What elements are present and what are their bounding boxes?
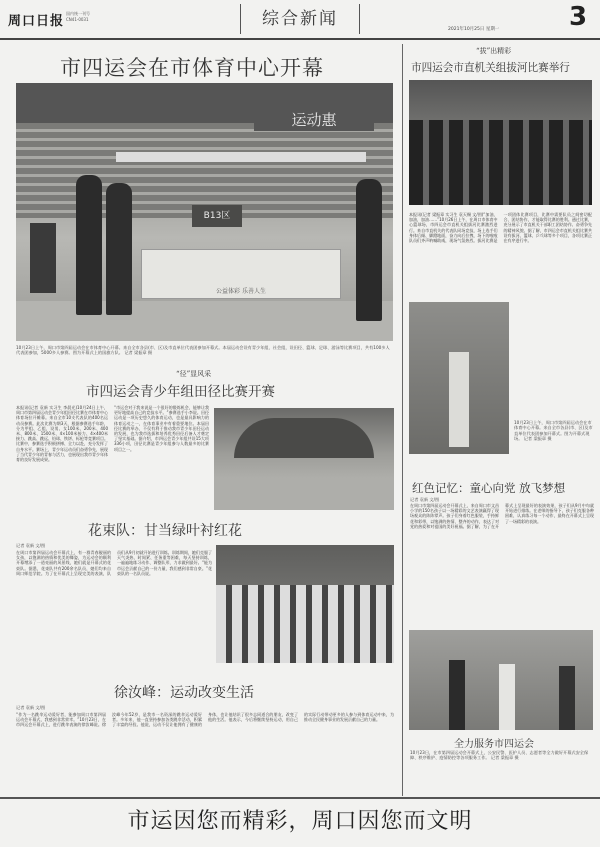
youth-photo bbox=[214, 408, 394, 510]
issue-date: 2021年10月25日 星期一 bbox=[448, 27, 500, 32]
youth-headline: 市四运会青少年组田径比赛开赛 bbox=[86, 384, 275, 400]
track bbox=[16, 301, 393, 341]
lottery-board: 公益体彩 乐善人生 bbox=[141, 249, 341, 299]
performer-figure bbox=[449, 352, 469, 447]
tug-headline: 市四运会市直机关组拔河比赛举行 bbox=[411, 62, 570, 74]
main-caption-credit: 记者 梁振章 摄 bbox=[124, 350, 153, 356]
column-divider bbox=[402, 44, 403, 796]
red-headline: 红色记忆：童心向党 放飞梦想 bbox=[412, 481, 566, 495]
red-body: 在周口市第四届运动会开幕式上，来自周口市文昌小学的150名孩子以一场精彩的文艺表演赢得了现场观众的阵阵掌声。孩子们身着红色服装，手持鲜花和彩带，以饱满的热情、整齐的动作，表达了对党的热爱和对祖国的美好祝福。据了解，为了在开幕式上呈现最好的表演效果，孩子们从9月中旬就开始进行排练。在老师的指导下，孩子们克服各种困难，认真练习每一个动作，最终在开幕式上呈现了一场精彩的表演。 bbox=[410, 503, 594, 529]
main-caption-text: 10月23日上午，周口市第四届运动会在市体育中心开幕。来自全市各县(市、区)及市直单位代表团参加开幕式。本届运动会设有青少年组、社会组，设田径、篮球、足球、游泳等比赛项目，共有100多人代表团参加，5000多人参赛。图为开幕式上的国旗方队。 bbox=[16, 345, 390, 356]
masthead bbox=[0, 0, 600, 40]
stadium-arch bbox=[234, 418, 374, 458]
youth-track bbox=[214, 478, 394, 510]
main-headline: 市四运会在市体育中心开幕 bbox=[60, 56, 324, 80]
officer-figure-2 bbox=[559, 666, 575, 730]
youth-kicker: “径”显风采 bbox=[176, 370, 212, 378]
guard-figure-mid bbox=[106, 183, 132, 315]
flower-body: 在周口市第四届运动会开幕式上，有一群青春靓丽的女孩，以饱满的热情和优美的舞姿，为运动会的顺利开幕增添了一道亮丽的风景线，她们就是开幕式的花束队。据悉，花束队共有200余名队员，她们均来自周口师范学院。为了在开幕式上呈现完美的表演，队员们从9月初就开始进行训练。训练期间，她们克服了天气炎热、时间紧、任务重等困难，每天坚持训练，一遍遍地练习动作、调整队形，力求做到最好。“能为市运会贡献自己的一份力量，我们感到非常自豪。”花束队的一名队员说。 bbox=[16, 550, 212, 576]
tug-side-photo bbox=[409, 302, 509, 454]
medic-figure bbox=[499, 664, 515, 730]
service-photo bbox=[409, 630, 593, 730]
section-title: 综合新闻 bbox=[240, 4, 360, 34]
flower-girls bbox=[216, 585, 394, 663]
youth-body-col1: 本报讯(记者 袁新 实习生 李晨光)10月24日上午，周口市第四届运动会青少年组田径比赛在市体育中心体育场拉开帷幕。来自全市10支代表队的400名运动员参赛。此次比赛为期3天，根据参赛选手年龄，分为甲组、乙组，设男、女100米、200米、400米、800米、1500米、4×100米接力、4×400米接力、跳高、跳远、铅球、铁饼、标枪等竞赛项目。比赛中，参赛选手积极拼搏、全力以赴，充分发挥了自身水平。赛场上，青少年运动员们奋勇争先，展现了当代青少年的青春与活力，也展现出我市青少年体育的良好发展成果。 bbox=[16, 405, 108, 463]
section-sign: B13区 bbox=[192, 205, 242, 227]
tug-caption bbox=[514, 420, 594, 454]
xu-body: “作为一名跳伞运动爱好者，能参加周口市第四届运动会开幕式，我感到非常荣幸。”10月23日，在市四运会开幕式上，进行跳伞表演的徐汝峰说。徐汝峰今年52岁，是我市一名资深的跳伞运动爱好者。多年来，他一直坚持参加各类跳伞活动，积累了丰富的经验。他说，运动不仅让他拥有了健康的身体，也让他结识了很多志同道合的朋友，改变了他的生活。他表示，今后将继续坚持运动，用自己的实际行动带动更多的人参与到体育运动中来，为推动全民健身事业的发展贡献自己的力量。 bbox=[16, 712, 394, 728]
red-byline: 记者 袁新 文/图 bbox=[410, 497, 440, 502]
service-caption-text: 10月23日，在市第四届运动会开幕式上，公安民警、医护人员、志愿者等全力做好开幕式安全保障、秩序维护、疫情防控等各项服务工作。 bbox=[410, 750, 589, 761]
officer-figure-1 bbox=[449, 660, 465, 730]
newspaper-logo: 周口日报 bbox=[8, 14, 65, 29]
tug-team bbox=[409, 120, 592, 205]
flower-byline: 记者 袁新 文/图 bbox=[16, 543, 46, 548]
xu-headline: 徐汝峰：运动改变生活 bbox=[114, 685, 254, 701]
service-caption bbox=[410, 750, 594, 780]
youth-body-col2: “市运会对于我来说是一个很好的锻炼机会，能够让我更好地提高自己的竞技水平。”参赛选手小李说。田径运动是一项历史悠久的体育运动，也是最具影响力的体育运动之一，在体育事业中有着重要地位。本届田径比赛的举办，不仅有利于推动我市青少年田径运动的发展，也为我市选拔和培养优秀田径后备人才奠定了坚实基础。据介绍，市四运会青少年组共设15大项336小项，田径比赛是青少年组参与人数最多的比赛项目之一。 bbox=[114, 405, 209, 452]
flower-headline: 花束队：甘当绿叶衬红花 bbox=[88, 523, 242, 539]
masthead-info-1: 国内统一刊号 bbox=[66, 11, 90, 16]
guard-figure-left bbox=[76, 175, 102, 315]
main-photo bbox=[16, 83, 393, 341]
spectator-figure bbox=[30, 223, 56, 293]
page-number: 3 bbox=[569, 2, 588, 32]
xu-byline: 记者 袁新 文/图 bbox=[16, 705, 46, 710]
service-headline: 全力服务市四运会 bbox=[454, 739, 534, 750]
tug-caption-text: 10月23日上午，周口市第四届运动会在市体育中心开幕。来自全市各县(市、区)及市直单位代表团参加开幕式。图为开幕式现场。 bbox=[514, 420, 593, 442]
footer-slogan: 市运因您而精彩，周口因您而文明 bbox=[127, 809, 473, 834]
main-caption bbox=[16, 345, 393, 367]
tug-caption-credit: 记者 梁振章 摄 bbox=[523, 436, 552, 442]
flower-photo bbox=[216, 545, 394, 663]
guard-figure-right bbox=[356, 179, 382, 321]
tug-kicker: “拔”出精彩 bbox=[476, 47, 512, 55]
tug-photo bbox=[409, 80, 592, 205]
banner: 运动惠 bbox=[254, 109, 374, 131]
masthead-info-2: CN41-0031 bbox=[66, 17, 89, 22]
flag-strip bbox=[116, 152, 366, 162]
service-caption-credit: 记者 梁振章 摄 bbox=[490, 755, 519, 761]
tug-body: 本报讯(记者 梁振章 实习生 袁天赐 文/图)“加油，加油，加油……”10月26日上午，在周口市体育中心篮球场，市四运会市直机关组拔河比赛激烈进行。来自市直机关的代表队同场竞技，场上选手们身体后倾、脚蹬地面，奋力向后拉拽，场下的啦啦队员们齐声呐喊助威，现场气氛热烈。拔河比赛是一项团体比赛项目，比赛中需要队员之间密切配合、团结协作，才能取得比赛的胜利。通过比赛，充分展示了市直机关干部职工团结协作、奋勇争先的精神风貌。据了解，市四运会市直机关组比赛共设有拔河、篮球、乒乓球等多个项目，各项比赛正在有序进行中。 bbox=[409, 212, 592, 244]
stadium-stands bbox=[16, 123, 393, 218]
footer-banner bbox=[0, 797, 600, 847]
